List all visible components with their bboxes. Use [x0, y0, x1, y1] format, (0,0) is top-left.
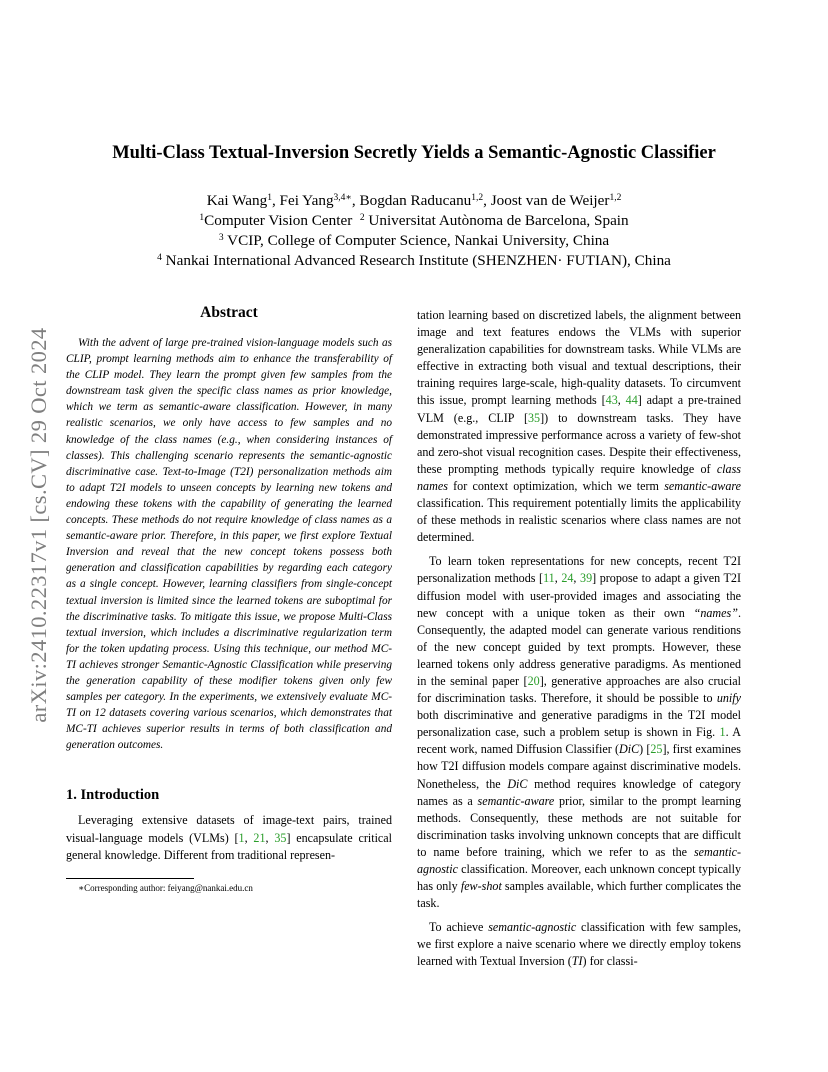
- text-run: method requires knowledge of category names as a: [417, 776, 741, 808]
- citation-link[interactable]: 25: [650, 742, 663, 757]
- affiliation: Computer Vision Center: [204, 212, 353, 229]
- text-run: . Consequently, the adapted model can generate various renditions of the new concept guided by text prompts. However, these learned tokens only address generative paradigms. As mentioned in the seminal paper [: [417, 605, 741, 688]
- text-run: ,: [573, 571, 581, 586]
- text-run: classification. This requirement potentially limits the applicability of these methods in realistic scenarios where class names are not determined.: [417, 496, 741, 545]
- footnote-rule: [66, 878, 194, 879]
- emphasis: TI: [571, 954, 583, 969]
- author-block: [60, 191, 768, 271]
- text-run: ,: [265, 830, 275, 845]
- citation-link[interactable]: 43: [605, 393, 618, 408]
- affiliation-line: [60, 231, 768, 251]
- citation-link[interactable]: 20: [527, 673, 540, 688]
- left-column: [66, 304, 392, 894]
- author-affiliation-mark: 1,2: [609, 193, 622, 203]
- author-separator: ,: [351, 192, 360, 209]
- emphasis: class names: [417, 461, 741, 493]
- text-run: . A recent work, named Diffusion Classifier (: [417, 725, 741, 757]
- author-separator: ,: [483, 192, 491, 209]
- text-run: tation learning based on discretized labels, the alignment between image and text features endows the VLMs with superior generalization capabilities for downstream tasks. While VLMs are effective in extracting both visual and textual descriptions, their training requires large-scale, high-quality datasets. To circumvent this issue, prompt learning methods [: [417, 308, 741, 408]
- emphasis: DiC: [507, 776, 528, 791]
- emphasis: semantic-aware: [477, 793, 555, 808]
- citation-link[interactable]: 24: [561, 571, 574, 586]
- affiliation: Nankai International Advanced Research Institute (SHENZHEN· FUTIAN), China: [165, 252, 671, 269]
- author-name: Joost van de Weijer: [490, 192, 610, 209]
- emphasis: semantic-agnostic: [417, 844, 741, 876]
- affiliation: VCIP, College of Computer Science, Nankai University, China: [227, 232, 610, 249]
- emphasis: DiC: [618, 742, 640, 757]
- text-run: ) [: [639, 742, 651, 757]
- author-name: Bogdan Raducanu: [359, 192, 472, 209]
- text-run: samples available, which further complicates the task.: [417, 879, 742, 911]
- text-run: ,: [244, 830, 254, 845]
- abstract-text: With the advent of large pre-trained vision-language models such as CLIP, prompt learning methods aim to enhance the transferability of the CLIP model. They learn the prompt given few samples from the downstream task given the specific class names as prior knowledge, which we term as semantic-aware classification. However, in many realistic scenarios, we only have access to few samples and no knowledge of the class names (e.g., when considering instances of classes). This challenging scenario represents the semantic-agnostic discriminative case. Text-to-Image (T2I) personalization methods aim to adapt T2I models to unseen concepts by learning new tokens and endowing these tokens with the capability of generating the learned concepts. These methods do not require knowledge of class names as a semantic-aware prior. Therefore, in this paper, we first explore Textual Inversion and reveal that the new concept tokens possess both generation and classification capabilities by regarding each category as a single concept. However, learning classifiers from single-concept textual inversion is limited since the learned tokens are suboptimal for the discriminative tasks. To mitigate this issue, we propose Multi-Class textual inversion, which includes a discriminative regularization term for the token updating process. Using this technique, our method MC-TI achieves stronger Semantic-Agnostic Classification while preserving the generation capability of these modifier tokens given only few samples per category. In the experiments, we extensively evaluate MC-TI on 12 datasets covering various scenarios, which demonstrates that MC-TI achieves superior results in terms of both classification and generation outcomes.: [66, 337, 392, 752]
- text-run: ,: [617, 393, 626, 408]
- arxiv-identifier-text: arXiv:2410.22317v1 [cs.CV] 29 Oct 2024: [26, 327, 51, 723]
- emphasis: few-shot: [460, 879, 502, 894]
- citation-link[interactable]: 1: [238, 830, 245, 845]
- body-paragraph: [417, 307, 741, 546]
- text-run: ] encapsulate critical general knowledge. Different from traditional represen-: [66, 830, 393, 862]
- affiliation-mark: 1: [199, 213, 205, 223]
- right-column: [417, 307, 741, 971]
- author-affiliation-mark: 1: [267, 193, 272, 203]
- text-run: ,: [554, 571, 562, 586]
- text-run: ) for classi-: [582, 954, 638, 969]
- author-name: Kai Wang: [206, 192, 268, 209]
- body-paragraph: [417, 553, 741, 912]
- text-run: both discriminative and generative paradigms in the T2I model personalization case, such a problem setup is shown in Fig.: [417, 708, 741, 740]
- emphasis: “names”: [693, 605, 738, 620]
- citation-link[interactable]: 21: [253, 830, 266, 845]
- text-run: classification with few samples, we first explore a naive scenario where we directly employ tokens learned with Textual Inversion (: [417, 920, 741, 969]
- text-run: prior, similar to the prompt learning methods. Consequently, these methods are not suitable for discrimination tasks involving unknown concepts that are difficult to name before training, which we refer to as the: [417, 793, 741, 859]
- text-run: To learn token representations for new concepts, recent T2I personalization methods [: [417, 554, 741, 586]
- author-affiliation-mark: 3,4∗: [333, 193, 352, 203]
- emphasis: unify: [716, 691, 741, 706]
- affiliation-mark: 4: [157, 253, 162, 263]
- affiliation-line: [60, 251, 768, 271]
- footnote: ∗Corresponding author: feiyang@nankai.edu.cn: [78, 882, 253, 893]
- affiliation-mark: 2: [359, 213, 365, 223]
- text-run: ], first examines how T2I diffusion models compare against discriminative models. Nonetheless, the: [417, 742, 741, 791]
- body-paragraph: [417, 919, 741, 970]
- introduction-heading: 1. Introduction: [66, 787, 160, 804]
- affiliation: Universitat Autònoma de Barcelona, Spain: [368, 212, 629, 229]
- citation-link[interactable]: 35: [527, 410, 541, 425]
- author-separator: ,: [271, 192, 280, 209]
- text-run: ] adapt a pre-trained VLM (e.g., CLIP [: [417, 393, 741, 425]
- text-run: Leveraging extensive datasets of image-text pairs, trained visual-language models (VLMs) [: [66, 813, 392, 845]
- text-run: classification. Moreover, each unknown concept typically has only: [417, 862, 741, 894]
- emphasis: semantic-agnostic: [488, 920, 577, 935]
- citation-link[interactable]: 39: [580, 571, 593, 586]
- author-name: Fei Yang: [279, 192, 334, 209]
- author-list: [60, 191, 768, 211]
- text-run: ] propose to adapt a given T2I diffusion model with user-provided images and associating the new concept with a unique token as their own: [417, 571, 742, 620]
- intro-paragraph: [66, 812, 392, 863]
- text-run: ], generative approaches are also crucial for discrimination tasks. Therefore, it should be possible to: [417, 673, 742, 706]
- citation-link[interactable]: 44: [625, 393, 638, 408]
- citation-link[interactable]: 35: [274, 830, 287, 845]
- text-run: ]) to downstream tasks. They have demonstrated impressive performance across a variety of few-shot and zero-shot visual recognition cases. Despite their effectiveness, these prompting methods typically require knowledge of: [417, 410, 741, 476]
- abstract-heading: Abstract: [200, 304, 258, 321]
- text-run: for context optimization, which we term: [447, 478, 665, 493]
- paper-title: Multi-Class Textual-Inversion Secretly Yields a Semantic-Agnostic Classifier: [112, 143, 716, 163]
- emphasis: semantic-aware: [664, 478, 741, 493]
- author-affiliation-mark: 1,2: [471, 193, 484, 203]
- citation-link[interactable]: 11: [543, 571, 555, 586]
- text-run: To achieve: [429, 920, 489, 935]
- arxiv-identifier: [26, 290, 52, 760]
- figure-link[interactable]: 1: [719, 725, 726, 740]
- affiliation-line: [60, 211, 768, 231]
- affiliation-mark: 3: [218, 233, 224, 243]
